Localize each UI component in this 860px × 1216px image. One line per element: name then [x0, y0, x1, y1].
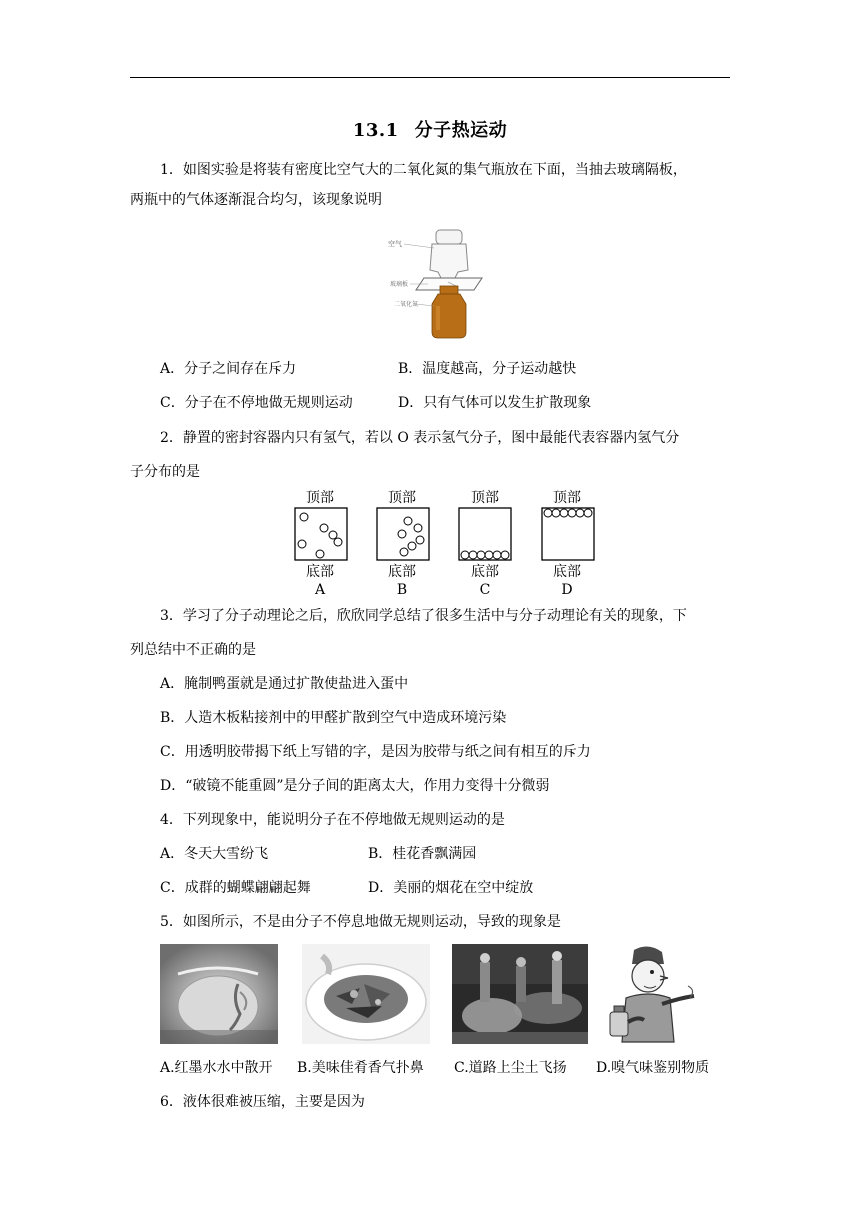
- box-d-bottom-label: 底部: [553, 564, 581, 580]
- q4-option-d: D．美丽的烟花在空中绽放: [368, 880, 534, 896]
- label-no2: 二氧化氮: [394, 301, 419, 308]
- q4-stem-line1: 4．下列现象中，能说明分子在不停地做无规则运动的是: [160, 812, 505, 828]
- no2-jar: [432, 286, 466, 338]
- box-d-top-label: 顶部: [553, 490, 581, 506]
- q5-caption-c: C.道路上尘土飞扬: [454, 1060, 567, 1076]
- q1-stem-line2: 两瓶中的气体逐渐混合均匀，该现象说明: [130, 192, 382, 208]
- q5-caption-d: D.嗅气味鉴别物质: [596, 1060, 710, 1076]
- photo-food-dish: [302, 944, 430, 1044]
- photo-smelling-bottle: [604, 942, 704, 1046]
- label-glass-plate: 玻璃板: [390, 281, 409, 288]
- q1-gas-jar-figure: [388, 226, 503, 344]
- q1-option-d: D．只有气体可以发生扩散现象: [398, 395, 592, 411]
- q1-stem-line1: 1．如图实验是将装有密度比空气大的二氧化氮的集气瓶放在下面，当抽去玻璃隔板，: [160, 162, 687, 178]
- box-a-top-label: 顶部: [306, 490, 334, 506]
- box-b: [377, 508, 429, 560]
- q5-caption-b: B.美味佳肴香气扑鼻: [297, 1060, 424, 1076]
- box-c-molecules: [461, 551, 509, 559]
- box-d: [542, 508, 594, 560]
- box-d-letter: D: [561, 582, 573, 598]
- q2-molecule-boxes-figure: [286, 486, 606, 602]
- q3-option-b: B．人造木板粘接剂中的甲醛扩散到空气中造成环境污染: [160, 710, 507, 726]
- box-b-top-label: 顶部: [388, 490, 416, 506]
- q3-option-d: D．“破镜不能重圆”是分子间的距离太大，作用力变得十分微弱: [160, 778, 550, 794]
- q4-option-a: A．冬天大雪纷飞: [160, 846, 269, 862]
- box-a-letter: A: [314, 582, 326, 598]
- q1-option-c: C．分子在不停地做无规则运动: [160, 395, 353, 411]
- q3-stem-line1: 3．学习了分子动理论之后，欣欣同学总结了很多生活中与分子动理论有关的现象，下: [160, 608, 687, 624]
- air-jar: [430, 230, 468, 280]
- box-a-molecules: [298, 513, 342, 558]
- q4-option-c: C．成群的蝴蝶翩翩起舞: [160, 880, 311, 896]
- q2-stem-line1: 2．静置的密封容器内只有氢气，若以 O 表示氢气分子，图中最能代表容器内氢气分: [160, 430, 680, 446]
- q3-stem-line2: 列总结中不正确的是: [130, 642, 256, 658]
- box-c-bottom-label: 底部: [471, 564, 499, 580]
- section-title: 分子热运动: [414, 120, 508, 141]
- box-c-top-label: 顶部: [471, 490, 499, 506]
- q6-stem-line1: 6．液体很难被压缩，主要是因为: [160, 1094, 365, 1110]
- photo-road-dust: [452, 944, 588, 1044]
- section-number: 13.1: [352, 120, 399, 141]
- q5-caption-a: A.红墨水水中散开: [160, 1060, 273, 1076]
- box-a: [295, 508, 347, 560]
- box-c-letter: C: [479, 582, 491, 598]
- q1-option-a: A．分子之间存在斥力: [160, 361, 297, 377]
- q3-option-c: C．用透明胶带揭下纸上写错的字，是因为胶带与纸之间有相互的斥力: [160, 744, 591, 760]
- q4-option-b: B．桂花香飘满园: [368, 846, 477, 862]
- box-a-bottom-label: 底部: [306, 564, 334, 580]
- q5-stem-line1: 5．如图所示，不是由分子不停息地做无规则运动，导致的现象是: [160, 914, 561, 930]
- box-d-molecules: [544, 509, 592, 517]
- box-b-bottom-label: 底部: [388, 564, 416, 580]
- q3-option-a: A．腌制鸭蛋就是通过扩散使盐进入蛋中: [160, 676, 409, 692]
- label-air: 空气: [388, 240, 402, 248]
- q1-option-b: B．温度越高，分子运动越快: [398, 361, 577, 377]
- box-b-letter: B: [396, 582, 408, 598]
- photo-ink-in-water: [160, 944, 278, 1044]
- header-rule: [130, 77, 730, 78]
- box-b-molecules: [398, 517, 424, 556]
- q2-stem-line2: 子分布的是: [130, 464, 200, 480]
- page-title: [0, 116, 860, 142]
- box-c: [459, 508, 511, 560]
